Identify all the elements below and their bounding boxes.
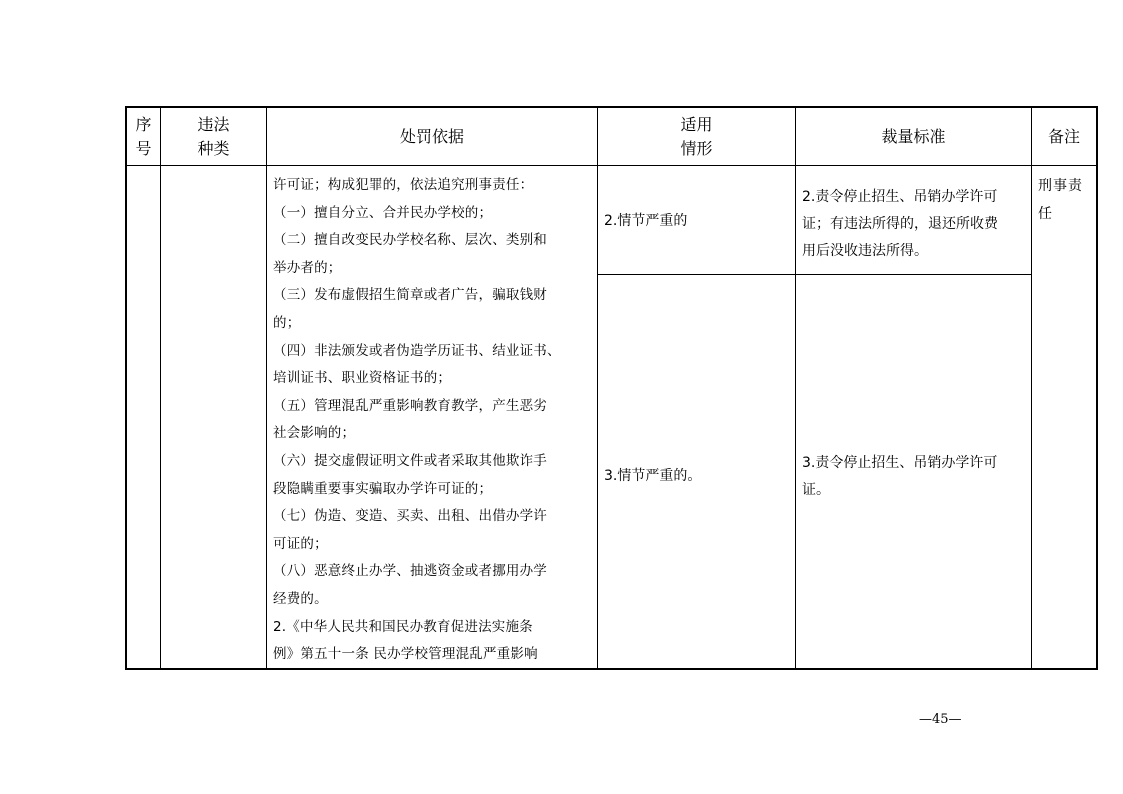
basis-line: 2.《中华人民共和国民办教育促进法实施条 [273,618,533,635]
basis-line: （六）提交虚假证明文件或者采取其他欺诈手 [273,452,547,469]
basis-line: （三）发布虚假招生简章或者广告，骗取钱财 [273,287,547,304]
col-divider [160,108,161,668]
basis-line: 社会影响的； [273,425,356,442]
standard-line: 3.责令停止招生、吊销办学许可 [802,455,998,471]
basis-line: 举办者的； [273,259,342,276]
situation-row-1: 2.情节严重的 [604,213,688,229]
basis-line: （八）恶意终止办学、抽逃资金或者挪用办学 [273,563,547,580]
header-violation-type: 违法 种类 [197,114,230,158]
col-divider [266,108,267,668]
basis-line: 可证的； [273,535,328,552]
penalty-basis-text [273,172,591,669]
col-divider [1031,108,1032,668]
basis-line: 经费的。 [273,590,328,607]
basis-line: 培训证书、职业资格证书的； [273,370,452,387]
basis-line: （二）擅自改变民办学校名称、层次、类别和 [273,232,547,249]
situation-row-2: 3.情节严重的。 [604,468,702,484]
col-divider [597,108,598,668]
header-note: 备注 [1047,126,1080,146]
basis-line: （四）非法颁发或者伪造学历证书、结业证书、 [273,342,561,359]
standard-line: 证。 [802,482,830,498]
basis-line: 例》第五十一条 民办学校管理混乱严重影响 [273,646,538,663]
basis-line: 段隐瞒重要事实骗取办学许可证的； [273,480,493,497]
penalty-table [125,106,1098,670]
basis-line: （五）管理混乱严重影响教育教学，产生恶劣 [273,397,547,414]
standard-row-1 [802,184,1030,265]
row-divider [597,274,1031,275]
col-divider [795,108,796,668]
note-line: 任 [1038,206,1053,222]
basis-line: （一）擅自分立、合并民办学校的； [273,204,493,221]
header-divider [127,165,1096,166]
basis-line: 许可证；构成犯罪的，依法追究刑事责任： [273,177,534,193]
header-penalty-basis: 处罚依据 [399,126,464,146]
standard-line: 2.责令停止招生、吊销办学许可 [802,189,998,205]
standard-line: 证；有违法所得的，退还所收费 [802,216,998,232]
standard-row-2 [802,450,1030,504]
note-line: 刑事责 [1038,178,1083,194]
page-number: —45— [919,712,962,727]
header-standard: 裁量标准 [881,126,946,146]
header-situation: 适用 情形 [680,114,713,158]
standard-line: 用后没收违法所得。 [802,243,928,259]
note-text [1038,172,1096,228]
basis-line: 的； [273,314,301,331]
header-seq: 序 号 [135,114,152,158]
basis-line: （七）伪造、变造、买卖、出租、出借办学许 [273,508,547,525]
